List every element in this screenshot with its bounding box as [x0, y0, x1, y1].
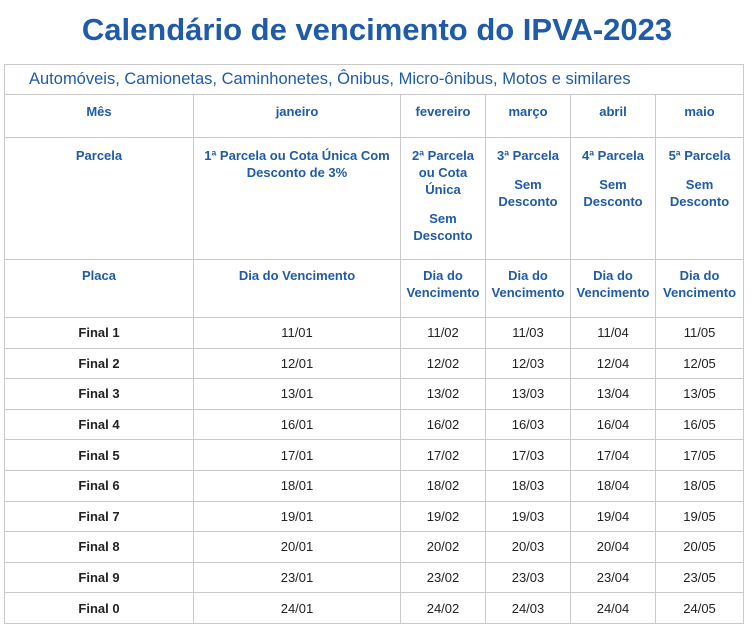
due-date-cell: 20/01	[194, 532, 401, 563]
due-date-cell: 13/04	[571, 379, 656, 410]
parcela-1-text: 1ª Parcela ou Cota Única Com Desconto de 3%	[204, 148, 390, 180]
table-row	[5, 348, 744, 379]
parcela-4	[571, 138, 656, 260]
parcela-5-text: 5ª Parcela	[668, 148, 731, 163]
due-date-cell: 23/03	[486, 562, 571, 593]
placa-cell: Final 6	[5, 470, 194, 501]
month-fevereiro: fevereiro	[401, 95, 486, 138]
due-date-cell: 16/02	[401, 409, 486, 440]
due-date-cell: 12/04	[571, 348, 656, 379]
due-date-cell: 12/03	[486, 348, 571, 379]
due-date-cell: 12/01	[194, 348, 401, 379]
placa-label: Placa	[5, 260, 194, 318]
parcela-5	[656, 138, 744, 260]
parcela-3	[486, 138, 571, 260]
table-row	[5, 501, 744, 532]
due-date-cell: 16/03	[486, 409, 571, 440]
vencimento-label-5: Dia do Vencimento	[656, 260, 744, 318]
ipva-calendar-table	[4, 64, 744, 624]
due-date-cell: 23/01	[194, 562, 401, 593]
table-row	[5, 318, 744, 349]
table-row	[5, 470, 744, 501]
parcela-4-text: 4ª Parcela	[582, 148, 644, 163]
due-date-cell: 13/03	[486, 379, 571, 410]
parcela-2-discount: Sem Desconto	[413, 211, 473, 243]
parcela-4-discount: Sem Desconto	[583, 177, 643, 209]
month-header-row	[5, 95, 744, 138]
table-row	[5, 409, 744, 440]
table-row	[5, 440, 744, 471]
due-date-cell: 24/01	[194, 593, 401, 624]
due-date-cell: 11/02	[401, 318, 486, 349]
page-title: Calendário de vencimento do IPVA-2023	[81, 12, 673, 47]
placa-cell: Final 9	[5, 562, 194, 593]
due-date-cell: 23/05	[656, 562, 744, 593]
due-date-cell: 19/02	[401, 501, 486, 532]
due-date-cell: 17/04	[571, 440, 656, 471]
month-maio: maio	[656, 95, 744, 138]
due-date-cell: 20/04	[571, 532, 656, 563]
due-date-cell: 16/04	[571, 409, 656, 440]
due-date-cell: 16/05	[656, 409, 744, 440]
due-date-cell: 24/05	[656, 593, 744, 624]
due-date-cell: 24/03	[486, 593, 571, 624]
placa-cell: Final 0	[5, 593, 194, 624]
month-janeiro: janeiro	[194, 95, 401, 138]
vencimento-label-4: Dia do Vencimento	[571, 260, 656, 318]
vencimento-label-2: Dia do Vencimento	[401, 260, 486, 318]
table-row	[5, 593, 744, 624]
due-date-cell: 19/03	[486, 501, 571, 532]
vencimento-header-row	[5, 260, 744, 318]
parcela-1	[194, 138, 401, 260]
placa-cell: Final 5	[5, 440, 194, 471]
placa-cell: Final 1	[5, 318, 194, 349]
due-date-cell: 13/02	[401, 379, 486, 410]
placa-cell: Final 3	[5, 379, 194, 410]
table-row	[5, 379, 744, 410]
parcela-label: Parcela	[5, 138, 194, 260]
due-date-cell: 17/02	[401, 440, 486, 471]
due-date-cell: 18/02	[401, 470, 486, 501]
parcela-header-row	[5, 138, 744, 260]
due-date-cell: 13/05	[656, 379, 744, 410]
placa-cell: Final 2	[5, 348, 194, 379]
mes-label: Mês	[5, 95, 194, 138]
due-date-cell: 19/04	[571, 501, 656, 532]
due-date-cell: 18/04	[571, 470, 656, 501]
parcela-3-text: 3ª Parcela	[497, 148, 559, 163]
month-abril: abril	[571, 95, 656, 138]
due-date-cell: 23/02	[401, 562, 486, 593]
parcela-5-discount: Sem Desconto	[669, 177, 730, 209]
table-row	[5, 532, 744, 563]
due-date-cell: 19/01	[194, 501, 401, 532]
placa-cell: Final 8	[5, 532, 194, 563]
due-date-cell: 11/01	[194, 318, 401, 349]
due-date-cell: 20/02	[401, 532, 486, 563]
due-date-cell: 23/04	[571, 562, 656, 593]
placa-cell: Final 7	[5, 501, 194, 532]
vencimento-label-1: Dia do Vencimento	[194, 260, 401, 318]
vencimento-label-3: Dia do Vencimento	[486, 260, 571, 318]
due-date-cell: 24/04	[571, 593, 656, 624]
parcela-2-text: 2ª Parcela ou Cota Única	[412, 148, 474, 197]
due-date-cell: 17/05	[656, 440, 744, 471]
due-date-cell: 11/03	[486, 318, 571, 349]
due-date-cell: 18/01	[194, 470, 401, 501]
due-date-cell: 20/05	[656, 532, 744, 563]
table-row	[5, 562, 744, 593]
due-date-cell: 17/01	[194, 440, 401, 471]
due-date-cell: 12/02	[401, 348, 486, 379]
due-date-cell: 24/02	[401, 593, 486, 624]
due-date-cell: 18/05	[656, 470, 744, 501]
due-date-cell: 20/03	[486, 532, 571, 563]
month-marco: março	[486, 95, 571, 138]
due-date-cell: 13/01	[194, 379, 401, 410]
due-date-cell: 12/05	[656, 348, 744, 379]
due-date-cell: 16/01	[194, 409, 401, 440]
due-date-cell: 17/03	[486, 440, 571, 471]
due-date-cell: 18/03	[486, 470, 571, 501]
due-date-cell: 11/05	[656, 318, 744, 349]
parcela-2	[401, 138, 486, 260]
parcela-3-discount: Sem Desconto	[498, 177, 558, 209]
table-subtitle: Automóveis, Camionetas, Caminhonetes, Ônibus, Micro-ônibus, Motos e similares	[5, 65, 744, 95]
due-date-cell: 19/05	[656, 501, 744, 532]
due-date-cell: 11/04	[571, 318, 656, 349]
placa-cell: Final 4	[5, 409, 194, 440]
